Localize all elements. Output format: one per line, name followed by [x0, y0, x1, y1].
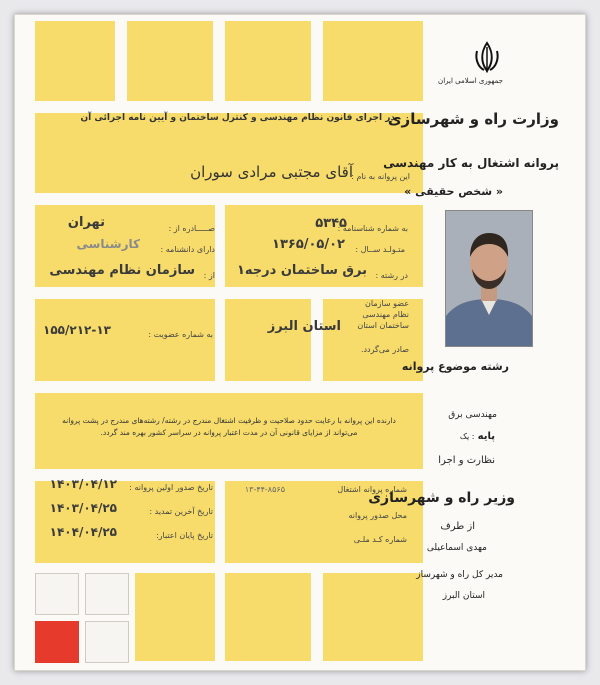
emblem-caption: جمهوری اسلامی ایران: [438, 77, 503, 85]
subject-field: مهندسی برق: [448, 410, 497, 420]
scope: نظارت و اجرا: [438, 455, 495, 466]
holder-name: آقای مجتبی مرادی سوران: [190, 163, 353, 181]
last-renew-value: ۱۴۰۳/۰۴/۲۵: [49, 501, 117, 515]
birth-value: ۱۳۶۵/۰۵/۰۲: [272, 237, 345, 252]
first-issue-value: ۱۴۰۳/۰۴/۱۲: [49, 477, 117, 491]
ministry-title: وزارت راه و شهرسازی: [387, 110, 559, 128]
member-label-text: عضو سازمان نظام مهندسی ساختمان استان: [357, 299, 409, 330]
notice-text: دارنده این پروانه با رعایت حدود صلاحیت و ظرفیت اشتغال مندرج در رشته/ رشته‌های مندرج در پشت پروانه می‌تواند از مزایای قانونی آن در مدت اعتبار پروانه در سراسر کشور بهره مند گردد.: [62, 416, 396, 437]
birth-label: متـولـد ســال :: [355, 245, 405, 254]
license-no-label: شماره پروانه اشتغال: [337, 485, 407, 494]
grade-label: پایه: [477, 431, 495, 442]
from-label: از :: [203, 271, 215, 280]
expiry-label: تاریخ پایان اعتبار:: [155, 531, 213, 540]
person-type: « شخص حقیقی »: [404, 185, 503, 198]
degree-label: دارای دانشنامه :: [160, 245, 215, 254]
holder-label: این پروانه به نام :: [351, 172, 410, 181]
from-value: سازمان نظام مهندسی: [49, 263, 195, 278]
last-renew-label: تاریخ آخرین تمدید :: [149, 507, 213, 516]
province-value: استان البرز: [267, 319, 341, 334]
issued-suffix: صادر می‌گردد.: [360, 345, 409, 354]
issue-place-label: محل صدور پروانه: [348, 511, 407, 520]
field-value: برق ساختمان درجه۱: [236, 263, 367, 278]
signer-province: استان البرز: [442, 591, 485, 601]
minister-title: وزیر راه و شهرسازی: [368, 490, 515, 506]
person-silhouette-icon: [446, 211, 532, 346]
holder-photo: [445, 210, 533, 347]
field-label: در رشته :: [375, 271, 408, 280]
degree-value: کارشناسی: [76, 237, 140, 251]
first-issue-label: تاریخ صدور اولین پروانه :: [129, 483, 213, 492]
issued-from-value: تهران: [67, 215, 105, 230]
expiry-value: ۱۴۰۴/۰۴/۲۵: [49, 525, 117, 539]
license-no-value: ۱۳-۴۴-۸۵۶۵: [244, 485, 285, 494]
grade-value: : یک: [459, 432, 475, 441]
intro-text: در اجرای قانون نظام مهندسی و کنترل ساختمان و آیین نامه اجرائی آن: [80, 113, 395, 123]
subject-label: رشته موضوع پروانه: [401, 360, 509, 373]
member-label: [349, 298, 409, 331]
grade-line: [460, 431, 495, 442]
license-card: [14, 14, 586, 671]
on-behalf: از طرف: [440, 521, 475, 532]
membership-value: ۱۵۵/۲۱۲-۱۳: [43, 323, 111, 337]
issued-from-label: صـــــادره از :: [168, 224, 215, 233]
iran-emblem-icon: [473, 41, 501, 73]
signer-name: مهدی اسماعیلی: [426, 543, 487, 553]
license-title: پروانه اشتغال به کار مهندسی: [383, 156, 559, 170]
id-label: به شماره شناسنامه :: [337, 224, 408, 233]
national-code-label: شماره کـد ملـی: [353, 535, 407, 544]
membership-label: به شماره عضویت :: [148, 330, 213, 339]
id-value: ۵۳۴۵: [315, 216, 347, 231]
signer-title: مدیر کل راه و شهرساز: [416, 570, 503, 580]
